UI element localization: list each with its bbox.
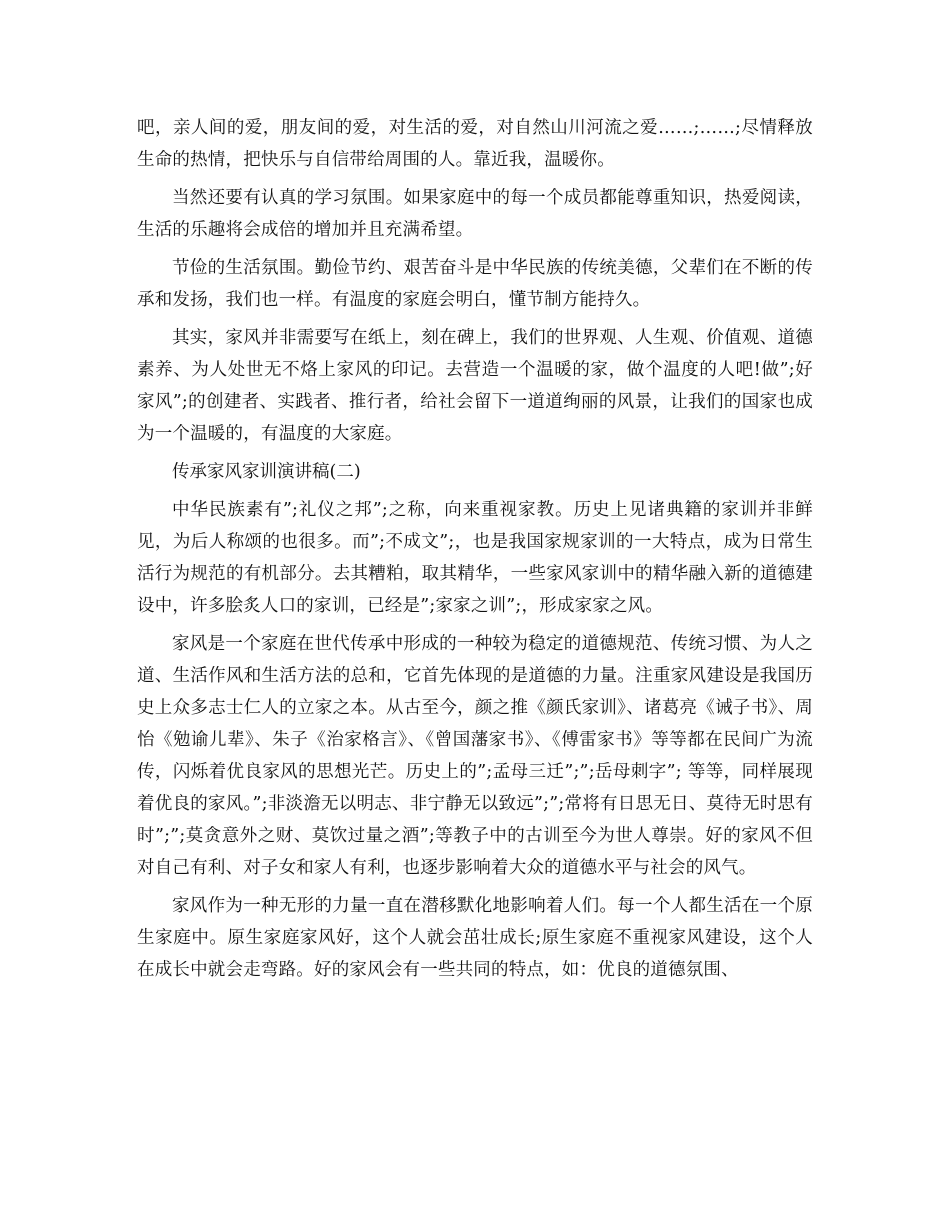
paragraph-love: 吧，亲人间的爱，朋友间的爱，对生活的爱，对自然山川河流之爱……;……;尽情释放生命的热情，把快乐与自信带给周围的人。靠近我，温暖你。	[137, 118, 813, 170]
paragraph-family-style-definition: 家风是一个家庭在世代传承中形成的一种较为稳定的道德规范、传统习惯、为人之道、生活作风和生活方法的总和，它首先体现的是道德的力量。注重家风建设是我国历史上众多志士仁人的立家之本。从古至今，颜之推《颜氏家训》、诸葛亮《诫子书》、周怡《勉谕儿辈》、朱子《治家格言》、《曾国藩家书》、《傅雷家书》等等都在民间广为流传，闪烁着优良家风的思想光芒。历史上的”;孟母三迁”;”;岳母刺字”; 等等，同样展现着优良的家风。”;非淡澹无以明志、非宁静无以致远”;”;常将有日思无日、莫待无时思有时”;”;莫贪意外之财、莫饮过量之酒”;等教子中的古训至今为世人尊崇。好的家风不但对自己有利、对子女和家人有利，也逐步影响着大众的道德水平与社会的风气。	[137, 634, 813, 878]
paragraph-learning-atmosphere: 当然还要有认真的学习氛围。如果家庭中的每一个成员都能尊重知识，热爱阅读，生活的乐趣将会成倍的增加并且充满希望。	[137, 188, 813, 240]
paragraph-family-style-imprint: 其实，家风并非需要写在纸上，刻在碑上，我们的世界观、人生观、价值观、道德素养、为人处世无不烙上家风的印记。去营造一个温暖的家，做个温度的人吧!做”;好家风”;的创建者、实践者、推行者，给社会留下一道道绚丽的风景，让我们的国家也成为一个温暖的，有温度的大家庭。	[137, 328, 813, 444]
paragraph-invisible-force: 家风作为一种无形的力量一直在潜移默化地影响着人们。每一个人都生活在一个原生家庭中。原生家庭家风好，这个人就会茁壮成长;原生家庭不重视家风建设，这个人在成长中就会走弯路。好的家风会有一些共同的特点，如：优良的道德氛围、	[137, 896, 813, 980]
paragraph-thrift-atmosphere: 节俭的生活氛围。勤俭节约、艰苦奋斗是中华民族的传统美德，父辈们在不断的传承和发扬，我们也一样。有温度的家庭会明白，懂节制方能持久。	[137, 258, 813, 310]
paragraph-etiquette: 中华民族素有”;礼仪之邦”;之称，向来重视家教。历史上见诸典籍的家训并非鲜见，为后人称颂的也很多。而”;不成文”;，也是我国家规家训的一大特点，成为日常生活行为规范的有机部分。去其糟粕，取其精华，一些家风家训中的精华融入新的道德建设中，许多脍炙人口的家训，已经是”;家家之训”;，形成家家之风。	[137, 500, 813, 616]
document-body	[137, 112, 813, 992]
section-heading: 传承家风家训演讲稿(二)	[172, 462, 361, 482]
